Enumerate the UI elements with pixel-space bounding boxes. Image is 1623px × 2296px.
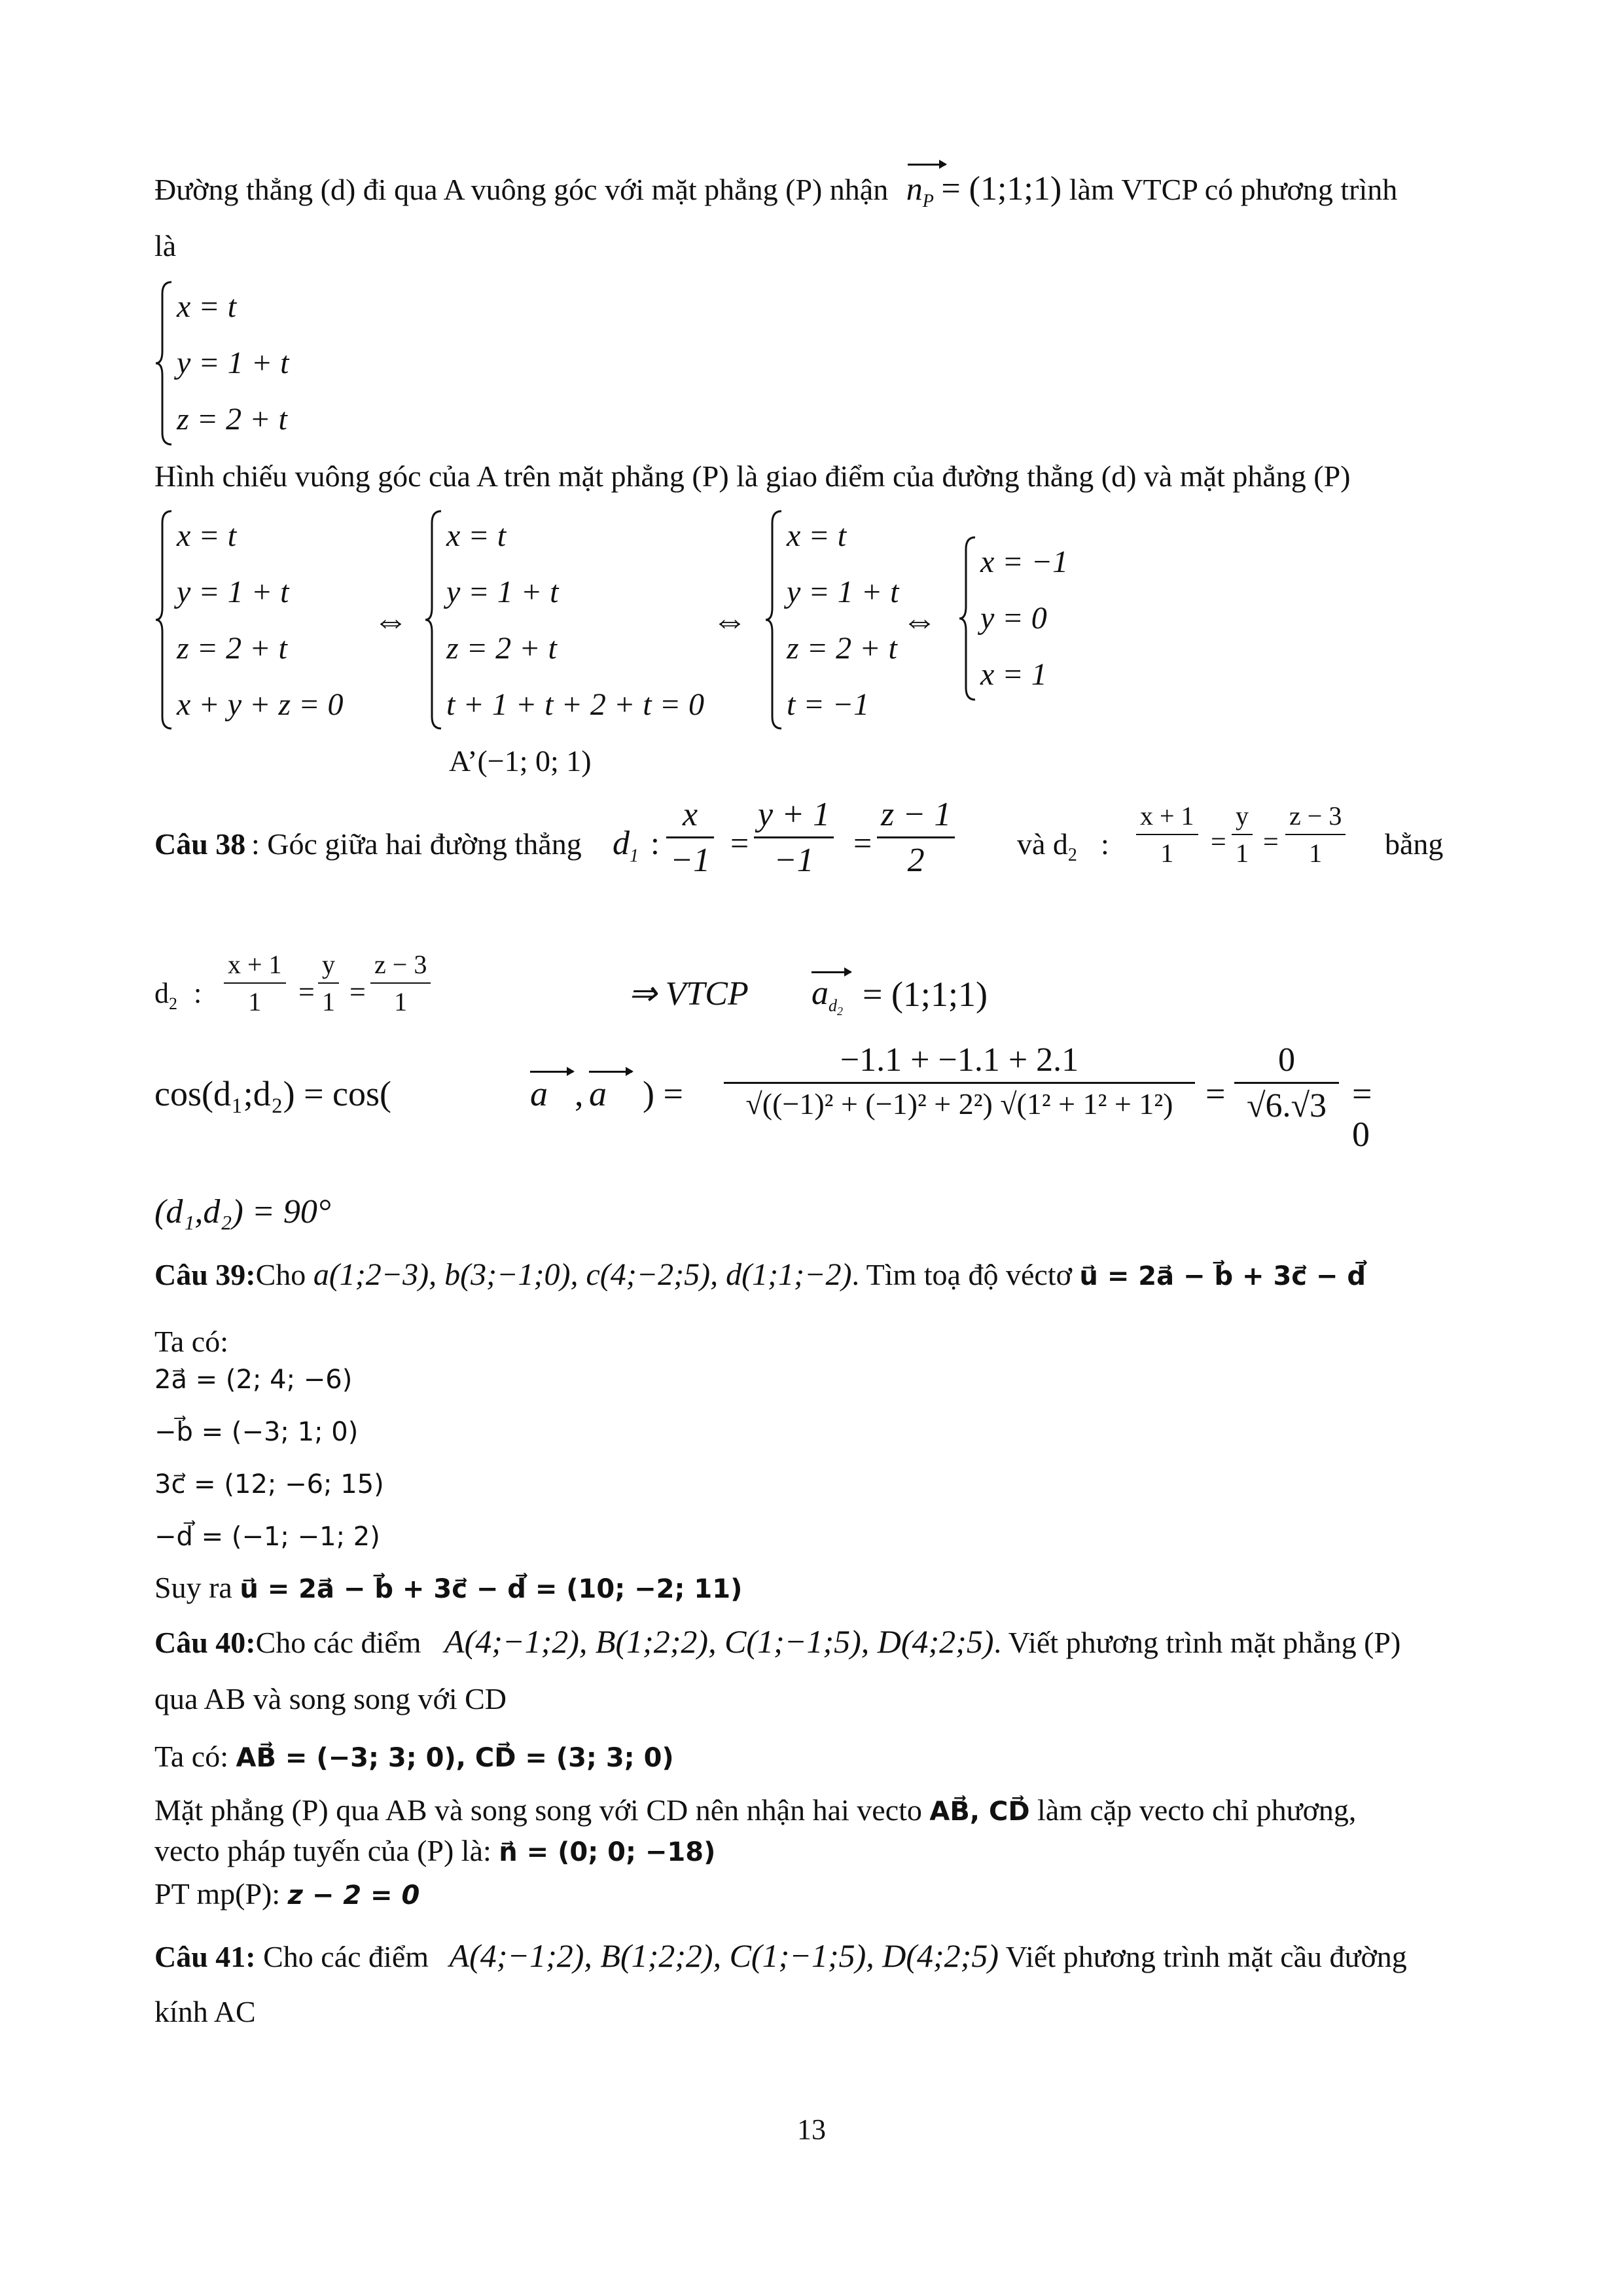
- q40-abcd: AB⃗ = (−3; 3; 0), CD⃗ = (3; 3; 0): [236, 1743, 674, 1773]
- sys5-row-3: x = 1: [980, 657, 1047, 692]
- iff-2: ⇔: [712, 601, 747, 640]
- q39-suyra: Suy ra: [154, 1571, 232, 1604]
- page-number: 13: [797, 2113, 826, 2145]
- system-3: [424, 507, 725, 736]
- sys3-row-4: t + 1 + t + 2 + t = 0: [446, 687, 704, 722]
- q40-vtpt-line: [154, 1833, 715, 1871]
- q38-eq-g1: =: [1211, 827, 1226, 857]
- q38-and-d2: và $d_2$: [1017, 827, 1077, 866]
- sol38-eq-1: =: [298, 976, 315, 1008]
- q40-taco: Ta có:: [154, 1740, 229, 1773]
- q40-points: A(4;−1;2), B(1;2;2), C(1;−1;5), D(4;2;5): [444, 1623, 994, 1660]
- sys3-row-3: z = 2 + t: [446, 631, 557, 666]
- q41-points: A(4;−1;2), B(1;2;2), C(1;−1;5), D(4;2;5): [449, 1937, 999, 1974]
- q40-taco-line: [154, 1738, 674, 1776]
- system-1: [154, 278, 429, 455]
- brace-2: [154, 507, 174, 733]
- sys4-row-1: x = t: [787, 518, 847, 553]
- q40-line2: qua AB và song song với CD: [154, 1682, 507, 1715]
- cos-frac-main: −1.1 + −1.1 + 2.1 √((−1)² + (−1)² + 2²) √(1² + 1² + 1²): [724, 1041, 1195, 1121]
- q39-target: u⃗ = 2a⃗ − b⃗ + 3c⃗ − d⃗: [1079, 1261, 1366, 1291]
- q39-vectors: a(1;2−3), b(3;−1;0), c(4;−2;5), d(1;1;−2): [313, 1257, 852, 1292]
- q40-mp-vec: AB⃗, CD⃗: [929, 1797, 1030, 1827]
- q39-l3: 3c⃗ = (12; −6; 15): [154, 1469, 384, 1499]
- cos-comma: ,: [575, 1074, 584, 1113]
- sol38-vtcp: ⇒ VTCP: [628, 975, 749, 1013]
- sys1-row-1: x = t: [177, 289, 237, 324]
- cos-frac-2: 0 √6.√3: [1234, 1041, 1339, 1125]
- q40-line1: [154, 1623, 1400, 1661]
- q40-pt-line: [154, 1876, 419, 1914]
- np-vector: $n_P$: [906, 170, 934, 220]
- q38-frac-g3: z − 3 1: [1285, 800, 1346, 869]
- cos-res: = 0: [1352, 1074, 1372, 1154]
- p1-line1: [154, 170, 1397, 220]
- q38-colon: :: [651, 825, 660, 861]
- sol38-frac-1: x + 1 1: [224, 949, 286, 1017]
- sys1-row-3: z = 2 + t: [177, 402, 287, 437]
- q38-colon2: :: [1101, 827, 1109, 861]
- sys2-row-1: x = t: [177, 518, 237, 553]
- sol38-frac-3: z − 3 1: [370, 949, 431, 1017]
- iff-3: ⇔: [902, 601, 937, 640]
- q39-result: u⃗ = 2a⃗ − b⃗ + 3c⃗ − d⃗ = (10; −2; 11): [240, 1574, 743, 1604]
- q38-eq-1: =: [730, 825, 749, 861]
- q40-label: Câu 40:: [154, 1626, 256, 1659]
- sys5-row-1: x = −1: [980, 545, 1069, 579]
- iff-1: ⇔: [373, 601, 408, 640]
- p1-text-a: Đường thẳng (d) đi qua A vuông góc với mặt phẳng (P) nhận: [154, 173, 889, 206]
- sys4-row-4: t = −1: [787, 687, 870, 722]
- q38-eq-2: =: [853, 825, 872, 861]
- sol38-angle: (d₁,d₂) = 90°: [154, 1193, 331, 1230]
- cos-eq2: =: [1205, 1074, 1226, 1113]
- q38-frac-1: x −1: [666, 795, 714, 880]
- q40-mp-b: làm cặp vecto chỉ phương,: [1037, 1793, 1357, 1827]
- q38-frac-3: z − 1 2: [877, 795, 955, 880]
- cos-lhs: cos(d₁;d₂) = cos(: [154, 1074, 392, 1113]
- np-arrow: [908, 164, 946, 166]
- q38-tail: bằng: [1385, 827, 1444, 861]
- q40-mp-a: Mặt phẳng (P) qua AB và song song với CD nên nhận hai vecto: [154, 1793, 922, 1827]
- q40-text-a: Cho các điểm: [255, 1626, 421, 1659]
- q41-label: Câu 41:: [154, 1940, 256, 1973]
- brace-1: [154, 278, 174, 448]
- sys1-row-2: y = 1 + t: [177, 346, 289, 380]
- cos-a1: a: [530, 1074, 548, 1113]
- q39-text-a: Cho: [255, 1258, 306, 1291]
- sys2-row-3: z = 2 + t: [177, 631, 287, 666]
- p1-line2: là: [154, 229, 177, 262]
- sol38-colon: :: [194, 977, 202, 1009]
- q39-taco: Ta có:: [154, 1325, 229, 1358]
- sys5-row-2: y = 0: [980, 601, 1047, 636]
- brace-3: [424, 507, 444, 733]
- np-value: = (1;1;1): [941, 170, 1062, 207]
- cos-close: ) =: [643, 1074, 683, 1113]
- q40-pt: PT mp(P):: [154, 1877, 281, 1910]
- q38-eq-g2: =: [1263, 827, 1279, 857]
- q39-l1: 2a⃗ = (2; 4; −6): [154, 1365, 353, 1395]
- q40-pt-eq: z − 2 = 0: [287, 1880, 420, 1910]
- q39-l2: −b⃗ = (−3; 1; 0): [154, 1417, 359, 1447]
- q40-n: n⃗ = (0; 0; −18): [499, 1837, 716, 1867]
- q38-d1: $d_1$: [613, 825, 639, 867]
- q39-label: Câu 39:: [154, 1258, 256, 1291]
- p1-text-b: làm VTCP có phương trình: [1069, 173, 1398, 206]
- sol38-frac-2: y 1: [318, 949, 339, 1017]
- sol38-eq-2: =: [349, 976, 366, 1008]
- q38-label: Câu 38: [154, 827, 246, 861]
- sys4-row-3: z = 2 + t: [787, 631, 897, 666]
- sys3-row-2: y = 1 + t: [446, 575, 559, 609]
- sol38-cos: [154, 1041, 1372, 1158]
- q41-text-b: Viết phương trình mặt cầu đường: [1005, 1940, 1407, 1973]
- sol38-a-val: = (1;1;1): [863, 975, 988, 1014]
- sol38-a-arrow: [812, 971, 851, 973]
- q38-frac-g1: x + 1 1: [1136, 800, 1198, 869]
- q41-line2: kính AC: [154, 1995, 256, 2028]
- q38-frac-2: y + 1 −1: [754, 795, 834, 880]
- q38-frac-g2: y 1: [1232, 800, 1253, 869]
- sol38-line1: [154, 949, 1071, 1034]
- cos-a1-arrow: [530, 1071, 573, 1073]
- sol38-a-d2: $a_{d_2}$: [812, 975, 843, 1018]
- q39-line: [154, 1257, 1366, 1295]
- q41-line1: [154, 1937, 1407, 1975]
- q40-vtpt: vecto pháp tuyến của (P) là:: [154, 1834, 491, 1867]
- sys2-row-4: x + y + z = 0: [177, 687, 344, 722]
- q38-text: : Góc giữa hai đường thẳng: [251, 827, 582, 861]
- a-prime: A’(−1; 0; 1): [449, 744, 592, 778]
- sys2-row-2: y = 1 + t: [177, 575, 289, 609]
- q40-text-b: . Viết phương trình mặt phẳng (P): [993, 1626, 1401, 1659]
- system-4: [764, 507, 915, 736]
- q39-result-line: [154, 1570, 742, 1607]
- system-5: [958, 533, 1109, 710]
- q39-l4: −d⃗ = (−1; −1; 2): [154, 1522, 380, 1552]
- sys4-row-2: y = 1 + t: [787, 575, 899, 609]
- sol38-d2: $d_2$: [154, 977, 177, 1013]
- brace-4: [764, 507, 784, 733]
- sys3-row-1: x = t: [446, 518, 507, 553]
- q41-text-a: Cho các điểm: [263, 1940, 429, 1973]
- p2-text: Hình chiếu vuông góc của A trên mặt phẳng (P) là giao điểm của đường thẳng (d) và mặt phẳng (P): [154, 459, 1351, 493]
- cos-a2: a: [589, 1074, 607, 1113]
- q39-text-b: . Tìm toạ độ véctơ: [851, 1258, 1072, 1291]
- cos-a2-arrow: [589, 1071, 632, 1073]
- q38-line: [154, 795, 1529, 900]
- q40-mp-line: [154, 1792, 1356, 1830]
- brace-5: [958, 533, 978, 704]
